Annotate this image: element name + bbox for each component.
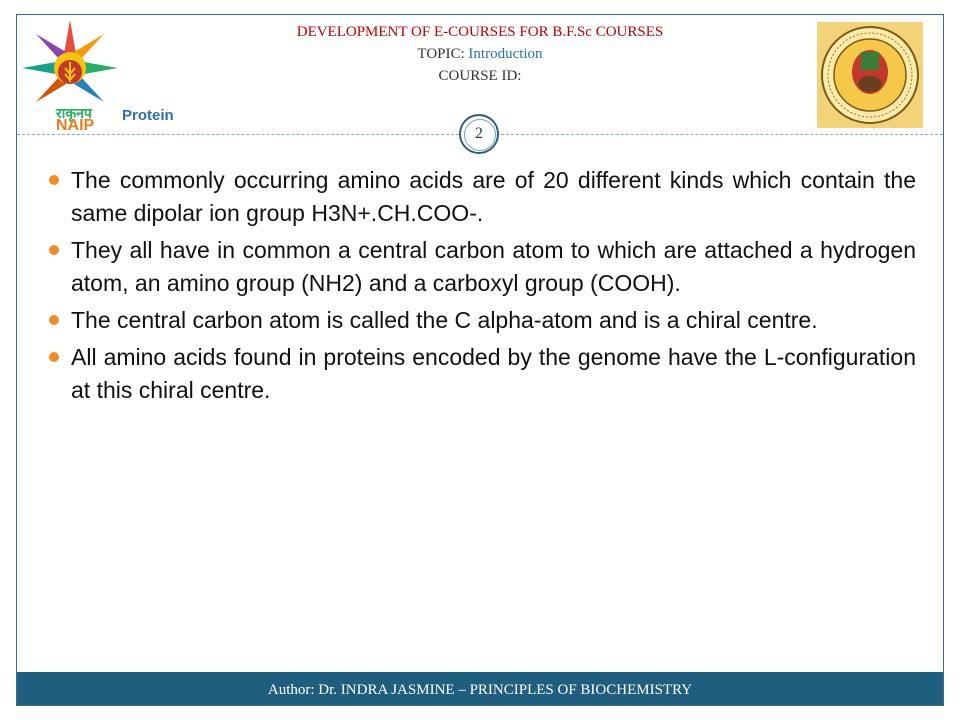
header-title: DEVELOPMENT OF E-COURSES FOR B.F.Sc COURSES <box>296 24 664 40</box>
page-number: 2 <box>459 114 499 154</box>
bullet-text: The central carbon atom is called the C alpha-atom and is a chiral centre. <box>71 307 818 333</box>
bullet-dot-icon <box>49 245 59 255</box>
bullet-text: They all have in common a central carbon atom to which are attached a hydrogen atom, an amino group (NH2) and a carboxyl group (COOH). <box>71 237 916 296</box>
bullet-item <box>48 164 916 230</box>
header-course-id: COURSE ID: <box>438 68 522 84</box>
bullet-text: The commonly occurring amino acids are of 20 different kinds which contain the same dipolar ion group H3N+.CH.COO-. <box>71 167 916 226</box>
naip-text: NAIP <box>56 117 95 134</box>
bullet-item <box>48 234 916 300</box>
bullet-list <box>48 164 916 411</box>
bullet-dot-icon <box>49 315 59 325</box>
bullet-item <box>48 341 916 407</box>
topic-label: TOPIC: <box>417 46 469 62</box>
bullet-text: All amino acids found in proteins encoded by the genome have the L-configuration at this chiral centre. <box>71 344 916 403</box>
subject-label: Protein <box>122 107 174 124</box>
bullet-dot-icon <box>49 352 59 362</box>
bullet-dot-icon <box>49 175 59 185</box>
naip-hindi-text: राकृनप <box>56 105 92 121</box>
footer-author: Author: Dr. INDRA JASMINE – PRINCIPLES OF BIOCHEMISTRY <box>17 672 943 705</box>
header-topic <box>0 46 960 63</box>
bullet-item <box>48 304 916 337</box>
topic-value: Introduction <box>468 46 543 62</box>
